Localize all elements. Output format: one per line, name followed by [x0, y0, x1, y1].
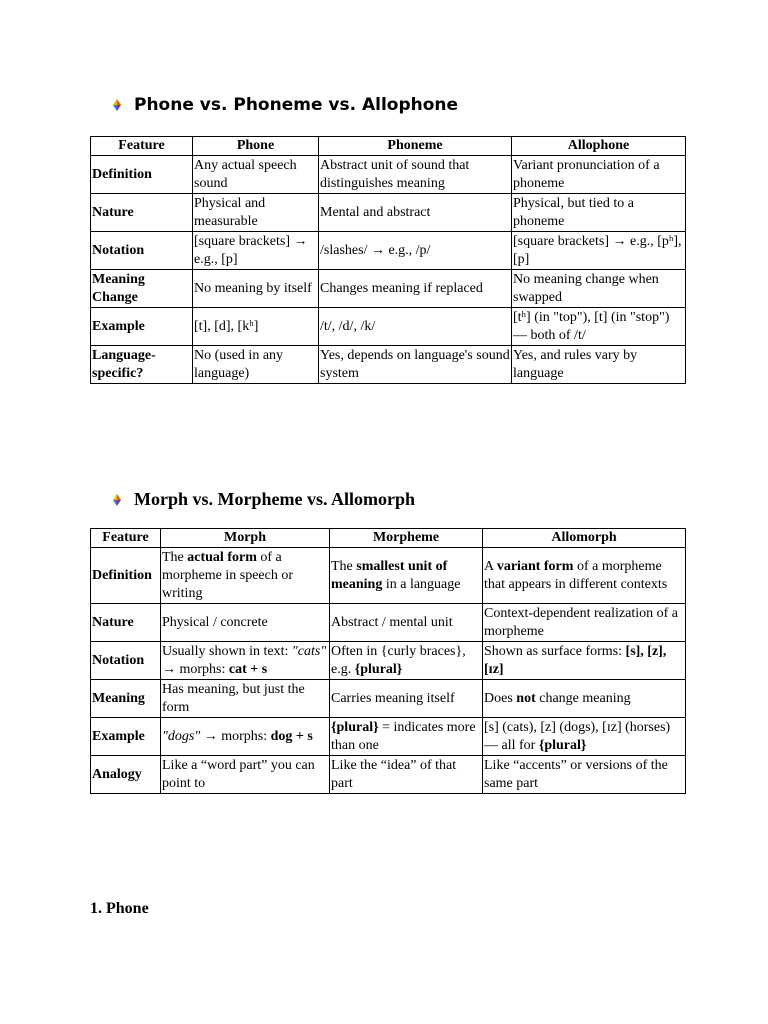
row-feature-label: Notation: [91, 642, 161, 680]
table-cell: [330, 756, 483, 794]
table-cell: [330, 604, 483, 642]
section-title: Morph vs. Morpheme vs. Allomorph: [134, 489, 415, 509]
column-header: Feature: [91, 137, 193, 156]
text-run: Does: [484, 690, 517, 706]
row-feature-label: Definition: [91, 156, 193, 194]
text-run: Abstract / mental unit: [331, 614, 453, 630]
text-run: Like a “word part” you can point to: [162, 757, 315, 791]
row-feature-label: Example: [91, 308, 193, 346]
table-row: [91, 156, 686, 194]
morph-comparison-table: [90, 528, 686, 794]
table-row: [91, 270, 686, 308]
section-heading-phone: [110, 95, 458, 115]
text-run: → morphs:: [162, 661, 229, 677]
row-feature-label: Nature: [91, 604, 161, 642]
text-run: Shown as surface forms:: [484, 643, 626, 659]
text-run: Has meaning, but just the form: [162, 681, 305, 715]
column-header: Feature: [91, 529, 161, 548]
row-feature-label: Meaning Change: [91, 270, 193, 308]
table-header-row: [91, 529, 686, 548]
bold-text: dog + s: [270, 728, 313, 744]
italic-text: "dogs": [162, 728, 201, 744]
section-heading-numbered: 1. Phone: [90, 900, 149, 917]
column-header: Allomorph: [483, 529, 686, 548]
bold-text: cat + s: [228, 661, 268, 677]
table-cell: Yes, depends on language's sound system: [319, 346, 512, 384]
table-cell: [161, 604, 330, 642]
column-header: Phone: [193, 137, 319, 156]
text-run: of a morpheme in speech or writing: [162, 549, 294, 601]
text-run: in a language: [382, 576, 461, 592]
table-cell: Physical and measurable: [193, 194, 319, 232]
table-cell: Variant pronunciation of a phoneme: [512, 156, 686, 194]
column-header: Phoneme: [319, 137, 512, 156]
text-run: change meaning: [535, 690, 631, 706]
diamond-bullet-icon: [110, 493, 124, 507]
bold-text: {plural}: [354, 661, 403, 677]
bold-text: smallest unit of meaning: [331, 558, 448, 592]
table-cell: Yes, and rules vary by language: [512, 346, 686, 384]
text-run: Carries meaning itself: [331, 690, 455, 706]
table-cell: No meaning by itself: [193, 270, 319, 308]
table-cell: Physical, but tied to a phoneme: [512, 194, 686, 232]
phone-comparison-table: [90, 136, 686, 384]
table-cell: [161, 548, 330, 604]
bold-text: [s], [z], [ɪz]: [484, 643, 667, 677]
table-header-row: [91, 137, 686, 156]
table-row: [91, 756, 686, 794]
table-cell: [330, 680, 483, 718]
table-cell: Mental and abstract: [319, 194, 512, 232]
table-cell: [483, 756, 686, 794]
table-row: [91, 680, 686, 718]
row-feature-label: Nature: [91, 194, 193, 232]
text-run: Like the “idea” of that part: [331, 757, 457, 791]
table-cell: [330, 642, 483, 680]
table-row: [91, 232, 686, 270]
table-cell: [330, 718, 483, 756]
row-feature-label: Definition: [91, 548, 161, 604]
diamond-bullet-icon: [110, 98, 124, 112]
table-row: [91, 718, 686, 756]
table-cell: Abstract unit of sound that distinguishes meaning: [319, 156, 512, 194]
table-cell: [483, 548, 686, 604]
row-feature-label: Language-specific?: [91, 346, 193, 384]
table-row: [91, 194, 686, 232]
table-cell: [161, 642, 330, 680]
text-run: → morphs:: [200, 728, 271, 744]
text-run: [s] (cats), [z] (dogs), [ɪz] (horses) — all for: [484, 719, 671, 753]
table-cell: Changes meaning if replaced: [319, 270, 512, 308]
text-run: A: [484, 558, 497, 574]
column-header: Allophone: [512, 137, 686, 156]
table-cell: [161, 756, 330, 794]
text-run: = indicates more than one: [331, 719, 476, 753]
bold-text: actual form: [187, 549, 257, 565]
text-run: The: [162, 549, 188, 565]
bold-text: not: [516, 690, 536, 706]
table-cell: [483, 718, 686, 756]
morph-table-body: [91, 548, 686, 794]
bold-text: variant form: [496, 558, 574, 574]
table-cell: [square brackets] → e.g., [pʰ], [p]: [512, 232, 686, 270]
italic-text: "cats": [291, 643, 327, 659]
bold-text: {plural}: [331, 719, 379, 735]
text-run: Like “accents” or versions of the same part: [484, 757, 668, 791]
table-cell: /t/, /d/, /k/: [319, 308, 512, 346]
table-row: [91, 642, 686, 680]
table-cell: [161, 718, 330, 756]
table-cell: [483, 642, 686, 680]
phone-table-body: [91, 156, 686, 384]
text-run: Physical / concrete: [162, 614, 268, 630]
table-row: [91, 548, 686, 604]
column-header: Morph: [161, 529, 330, 548]
section-title: Phone vs. Phoneme vs. Allophone: [134, 95, 459, 115]
table-cell: [330, 548, 483, 604]
row-feature-label: Meaning: [91, 680, 161, 718]
table-cell: [square brackets] → e.g., [p]: [193, 232, 319, 270]
table-cell: No meaning change when swapped: [512, 270, 686, 308]
text-run: of a morpheme that appears in different contexts: [484, 558, 668, 592]
bold-text: {plural}: [538, 737, 587, 753]
table-cell: [161, 680, 330, 718]
table-cell: [483, 604, 686, 642]
table-cell: [tʰ] (in "top"), [t] (in "stop") — both of /t/: [512, 308, 686, 346]
row-feature-label: Analogy: [91, 756, 161, 794]
table-row: [91, 604, 686, 642]
row-feature-label: Notation: [91, 232, 193, 270]
table-cell: No (used in any language): [193, 346, 319, 384]
table-cell: [t], [d], [kʰ]: [193, 308, 319, 346]
section-heading-morph: [110, 489, 415, 510]
table-cell: [483, 680, 686, 718]
text-run: Often in {curly braces}, e.g.: [331, 643, 466, 677]
text-run: The: [331, 558, 357, 574]
text-run: Context-dependent realization of a morpheme: [484, 605, 678, 639]
column-header: Morpheme: [330, 529, 483, 548]
table-row: [91, 308, 686, 346]
table-cell: /slashes/ → e.g., /p/: [319, 232, 512, 270]
table-cell: Any actual speech sound: [193, 156, 319, 194]
text-run: Usually shown in text:: [162, 643, 292, 659]
row-feature-label: Example: [91, 718, 161, 756]
table-row: [91, 346, 686, 384]
